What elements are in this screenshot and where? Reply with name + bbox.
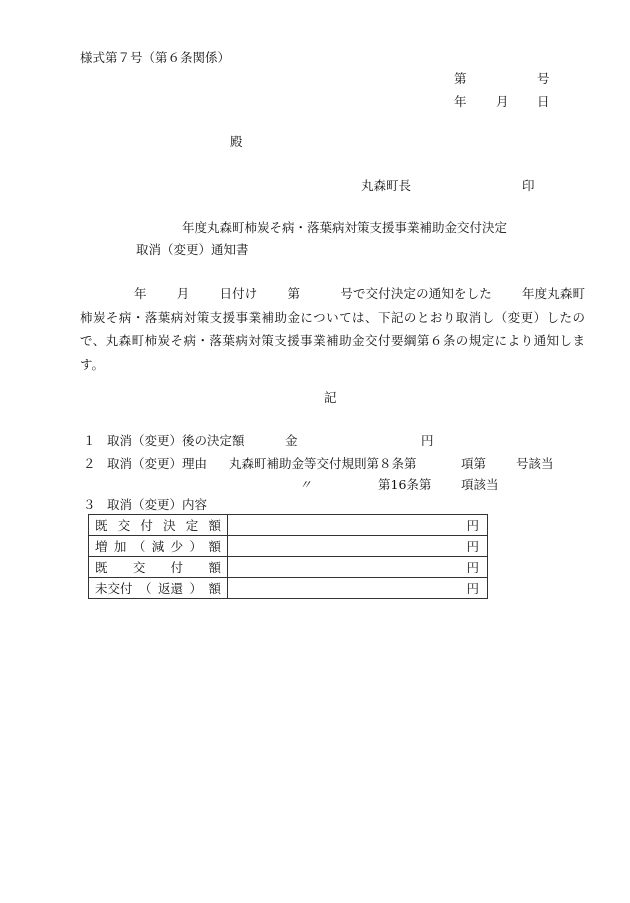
table-row (89, 557, 488, 578)
recipient-honorific: 殿 (230, 134, 243, 149)
row-value-cell (228, 578, 488, 599)
date-day: 日 (537, 94, 550, 109)
date-month: 月 (496, 94, 509, 109)
label-char: 増 (95, 539, 108, 554)
item2-gou: 号該当 (516, 456, 554, 471)
item1-label: 取消（変更）後の決定額 (107, 433, 245, 448)
label-char: 返還 (157, 581, 183, 596)
label-char: ） (189, 539, 203, 554)
label-char: 額 (208, 560, 221, 575)
table-row (89, 536, 488, 557)
body-number-prefix: 第 (287, 286, 301, 301)
label-char: 少 (170, 539, 184, 554)
item3-number: ３ (83, 497, 96, 512)
label-char: 額 (208, 518, 221, 533)
body-text-1: 号で交付決定の通知をした (340, 286, 492, 301)
doc-number-suffix: 号 (537, 71, 550, 86)
item2-label: 取消（変更）理由 (107, 456, 208, 471)
form-number: 様式第７号（第６条関係） (80, 50, 231, 65)
label-char: 既 (95, 560, 108, 575)
item2-kou: 項第 (461, 456, 487, 471)
label-char: 加 (113, 539, 127, 554)
label-char: 定 (185, 518, 199, 533)
item1-kin: 金 (285, 433, 298, 448)
label-char: ） (189, 581, 202, 596)
table-row (89, 578, 488, 599)
row-value-cell (228, 515, 488, 536)
sender-title: 丸森町長 (361, 178, 412, 193)
unit-yen: 円 (466, 518, 479, 533)
label-char: （ (132, 539, 146, 554)
item3-label: 取消（変更）内容 (107, 497, 208, 512)
body-paragraph (80, 282, 585, 376)
body-date-suffix: 日付け (219, 286, 258, 301)
label-char: 付 (170, 560, 184, 575)
item2-ditto: 〃 (299, 477, 312, 492)
body-month: 月 (176, 286, 190, 301)
ki-heading: 記 (324, 390, 337, 405)
label-char: 既 (95, 518, 108, 533)
table-row (89, 515, 488, 536)
item1-yen: 円 (421, 433, 434, 448)
doc-title-line1: 年度丸森町柿炭そ病・落葉病対策支援事業補助金交付決定 (182, 220, 508, 235)
label-char: 交 (117, 518, 131, 533)
label-char: 減 (151, 539, 165, 554)
label-char: 交 (132, 560, 146, 575)
sender-seal: 印 (522, 178, 535, 193)
item2-number: ２ (83, 456, 96, 471)
item2-regulation: 丸森町補助金等交付規則第８条第 (229, 456, 417, 471)
doc-number-prefix: 第 (454, 71, 467, 86)
unit-yen: 円 (466, 539, 479, 554)
row-value-cell (228, 557, 488, 578)
unit-yen: 円 (466, 581, 479, 596)
label-char: 額 (208, 581, 221, 596)
doc-title-line2: 取消（変更）通知書 (136, 242, 249, 257)
item1-number: １ (83, 433, 96, 448)
row-label-increase-decrease (89, 536, 228, 557)
body-year: 年 (134, 286, 147, 301)
amount-table (88, 514, 488, 599)
item2-article16: 第16条第 (378, 477, 432, 492)
row-value-cell (228, 536, 488, 557)
label-char: 未交付 (95, 581, 133, 596)
body-text-2: 年度丸森町柿炭そ病・落葉病対策支援事業補助金については、下記のとおり取消し（変更）したので、丸森町柿炭そ病・落葉病対策支援事業補助金交付要綱第６条の規定により通知します。 (80, 286, 585, 372)
label-char: 額 (208, 539, 221, 554)
date-year: 年 (454, 94, 467, 109)
item2-kou2: 項該当 (461, 477, 499, 492)
row-label-already-paid (89, 557, 228, 578)
label-char: （ (138, 581, 152, 596)
unit-yen: 円 (466, 560, 479, 575)
label-char: 付 (140, 518, 153, 533)
row-label-unpaid-return (89, 578, 228, 599)
row-label-already-granted (89, 515, 228, 536)
label-char: 決 (163, 518, 176, 533)
